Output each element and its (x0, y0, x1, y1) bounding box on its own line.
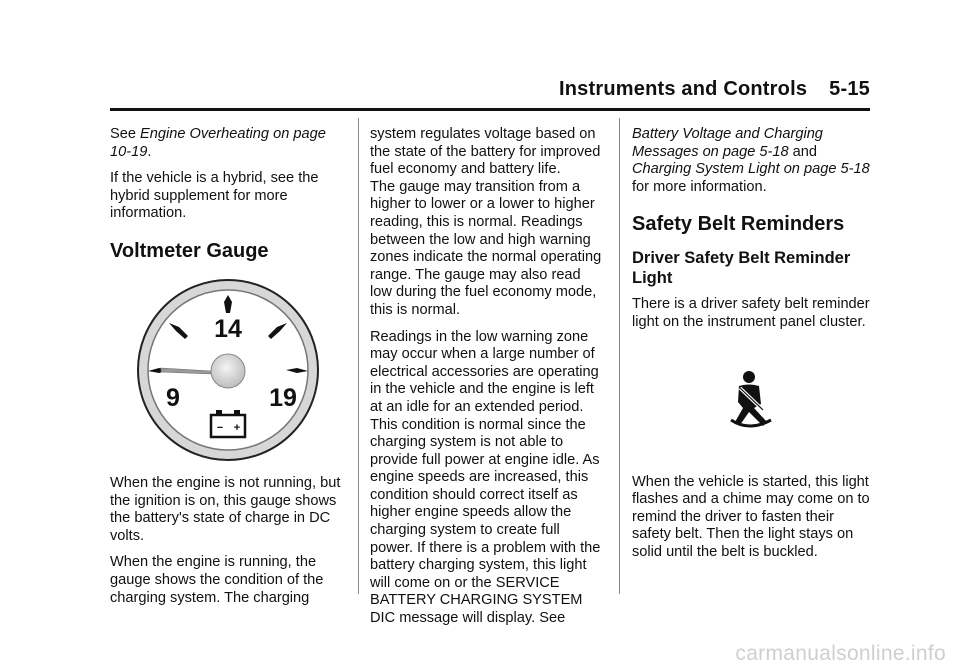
gauge-transition-paragraph: The gauge may transition from a higher to lower or a lower to higher reading, this is normal. Readings between the low and high warning zones indicate the normal operating range. The gauge may also read low during the fuel economy mode, this is normal. (370, 178, 602, 318)
voltmeter-heading: Voltmeter Gauge (110, 239, 269, 262)
engine-running-paragraph: When the engine is running, the gauge shows the condition of the charging system. The charging (110, 554, 324, 606)
battery-plus: + (233, 421, 241, 434)
reminder-light-paragraph: There is a driver safety belt reminder light on the instrument panel cluster. (632, 296, 870, 330)
gauge-label-14: 14 (214, 314, 242, 343)
section-title: Instruments and Controls (559, 78, 808, 100)
low-warning-paragraph: Readings in the low warning zone may occur when a large number of electrical accessories are operating in the vehicle and the engine is left at an idle for an extended period. This condition is normal since the charging system is not able to provide full power at engine idle. As engine speeds are increased, this condition should correct itself as higher engine speeds allow the charging system to create full power. If there is a problem with the battery charging system, this light will come on or the SERVICE BATTERY CHARGING SYSTEM DIC message will display. See (370, 328, 601, 627)
column-3 (632, 126, 872, 571)
chime-paragraph: When the vehicle is started, this light flashes and a chime may come on to remind the driver to fasten their safety belt. Then the light stays on solid until the belt is buckled. (632, 473, 870, 560)
charging-system-link[interactable]: Charging System Light on page 5-18 (632, 161, 870, 178)
column-divider (619, 118, 620, 594)
safety-belt-figure (632, 370, 872, 434)
text: . (147, 143, 152, 160)
text: for more information. (632, 178, 767, 195)
text: See (110, 126, 141, 142)
engine-off-paragraph: When the engine is not running, but the ignition is on, this gauge shows the battery's state of charge in DC volts. (110, 474, 341, 544)
battery-minus: − (216, 421, 224, 434)
cross-reference-paragraph (632, 126, 872, 196)
text: and (788, 143, 817, 160)
safety-belt-heading: Safety Belt Reminders (632, 213, 845, 236)
battery-icon (211, 410, 245, 437)
column-2 (370, 126, 606, 637)
safety-belt-icon (727, 370, 777, 430)
watermark: carmanualsonline.info (735, 642, 946, 665)
voltmeter-gauge-icon (133, 275, 323, 465)
engine-overheating-link[interactable]: Engine Overheating on page 10-19 (110, 126, 326, 160)
gauge-label-19: 19 (269, 383, 297, 412)
column-1 (110, 126, 346, 616)
page-number: 5-15 (829, 78, 870, 100)
page-header (110, 78, 870, 111)
gauge-hub (211, 354, 245, 388)
driver-belt-subheading: Driver Safety Belt Reminder Light (632, 249, 851, 288)
cross-reference-paragraph (110, 126, 346, 161)
hybrid-paragraph: If the vehicle is a hybrid, see the hybrid supplement for more information. (110, 170, 319, 222)
voltage-regulation-paragraph: system regulates voltage based on the state of the battery for improved fuel economy and battery life. (370, 126, 601, 178)
column-divider (358, 118, 359, 594)
header-title (559, 78, 870, 101)
voltmeter-gauge-figure (110, 275, 346, 465)
gauge-label-9: 9 (166, 383, 180, 412)
battery-voltage-link[interactable]: Battery Voltage and Charging Messages on page 5-18 (632, 126, 823, 160)
